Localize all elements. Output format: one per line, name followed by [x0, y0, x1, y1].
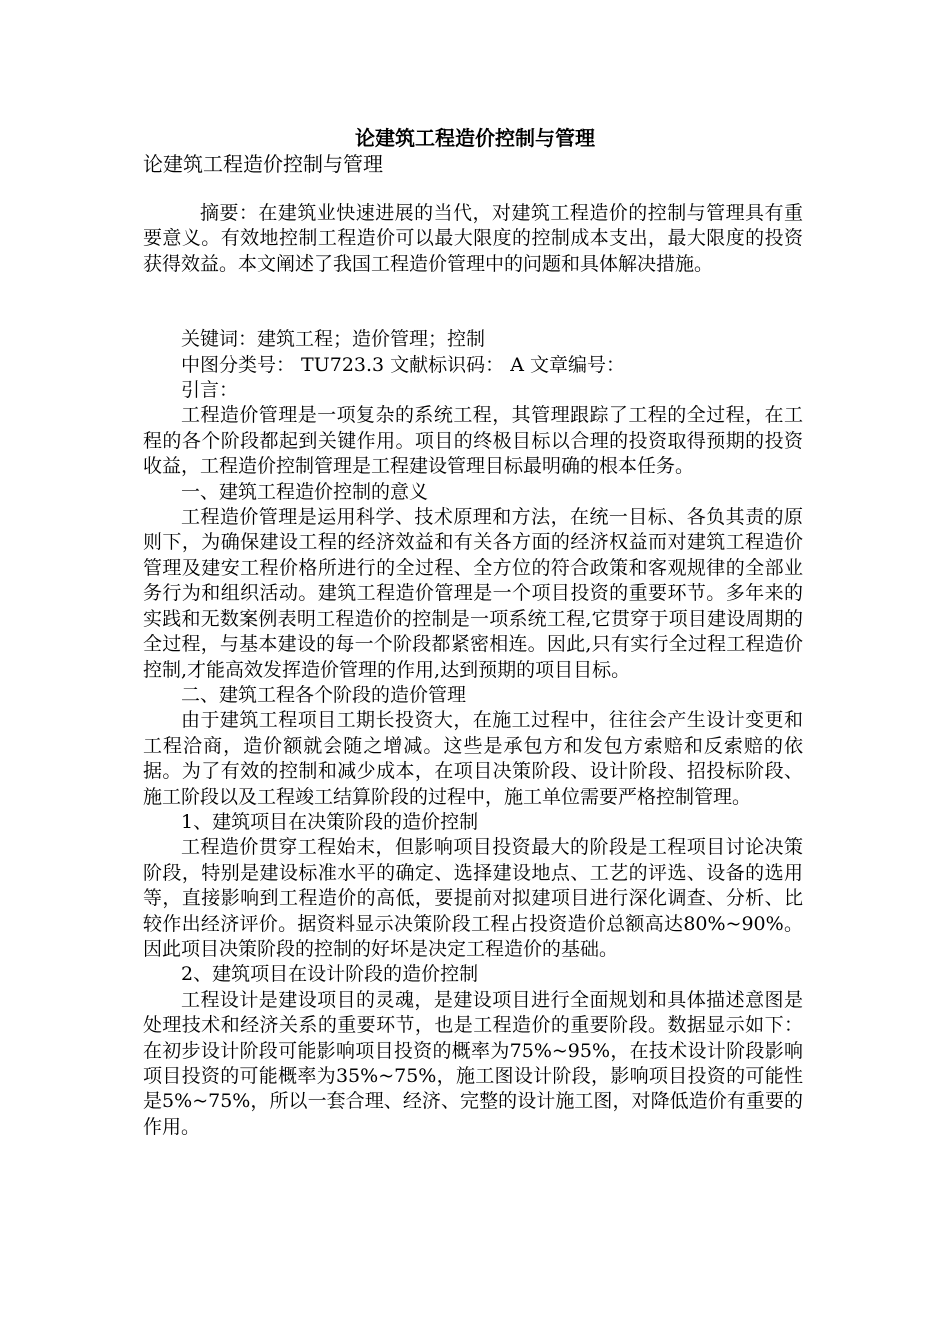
document-subtitle: 论建筑工程造价控制与管理	[143, 152, 383, 176]
subsection-paragraph-2: 工程设计是建设项目的灵魂，是建设项目进行全面规划和具体描述意图是处理技术和经济关系的重要环节，也是工程造价的重要阶段。数据显示如下：在初步设计阶段可能影响项目投资的概率为75%~95%，在技术设计阶段影响项目投资的可能概率为35%~75%，施工图设计阶段，影响项目投资的可能性是5%~75%，所以一套合理、经济、完整的设计施工图，对降低造价有重要的作用。	[143, 988, 803, 1138]
subsection-paragraph-1: 工程造价贯穿工程始末，但影响项目投资最大的阶段是工程项目讨论决策阶段，特别是建设标准水平的确定、选择建设地点、工艺的评选、设备的选用等，直接影响到工程造价的高低，要提前对拟建项目进行深化调查、分析、比较作出经济评价。据资料显示决策阶段工程占投资造价总额高达80%~90%。因此项目决策阶段的控制的好坏是决定工程造价的基础。	[143, 836, 803, 960]
subsection-heading-1: 1、建筑项目在决策阶段的造价控制	[181, 810, 479, 833]
document-body	[143, 201, 803, 1140]
document-title: 论建筑工程造价控制与管理	[355, 126, 595, 150]
section-heading-2: 二、建筑工程各个阶段的造价管理	[181, 683, 467, 706]
section-paragraph-2: 由于建筑工程项目工期长投资大，在施工过程中，往往会产生设计变更和工程洽商，造价额就会随之增减。这些是承包方和发包方索赔和反索赔的依据。为了有效的控制和减少成本，在项目决策阶段、设计阶段、招投标阶段、施工阶段以及工程竣工结算阶段的过程中，施工单位需要严格控制管理。	[143, 709, 803, 808]
subsection-heading-2: 2、建筑项目在设计阶段的造价控制	[181, 963, 479, 986]
paragraph-gap	[143, 302, 803, 327]
keywords-line: 关键词：建筑工程；造价管理；控制	[181, 328, 486, 351]
paragraph-gap	[143, 277, 803, 302]
section-paragraph-1: 工程造价管理是运用科学、技术原理和方法，在统一目标、各负其责的原则下，为确保建设工程的经济效益和有关各方面的经济权益而对建筑工程造价管理及建安工程价格所进行的全过程、全方位的符合政策和客观规律的全部业务行为和组织活动。建筑工程造价管理是一个项目投资的重要环节。多年来的实践和无数案例表明工程造价的控制是一项系统工程,它贯穿于项目建设周期的全过程，与基本建设的每一个阶段都紧密相连。因此,只有实行全过程工程造价控制,才能高效发挥造价管理的作用,达到预期的项目目标。	[143, 506, 803, 681]
classification-line: 中图分类号： TU723.3 文献标识码： A 文章编号：	[181, 353, 625, 376]
intro-heading: 引言：	[181, 379, 239, 402]
section-heading-1: 一、建筑工程造价控制的意义	[181, 480, 429, 503]
intro-paragraph: 工程造价管理是一项复杂的系统工程，其管理跟踪了工程的全过程，在工程的各个阶段都起到关键作用。项目的终极目标以合理的投资取得预期的投资收益，工程造价控制管理是工程建设管理目标最明确的根本任务。	[143, 404, 803, 478]
abstract-paragraph: 摘要：在建筑业快速进展的当代，对建筑工程造价的控制与管理具有重要意义。有效地控制工程造价可以最大限度的控制成本支出，最大限度的投资获得效益。本文阐述了我国工程造价管理中的问题和具体解决措施。	[143, 202, 803, 275]
